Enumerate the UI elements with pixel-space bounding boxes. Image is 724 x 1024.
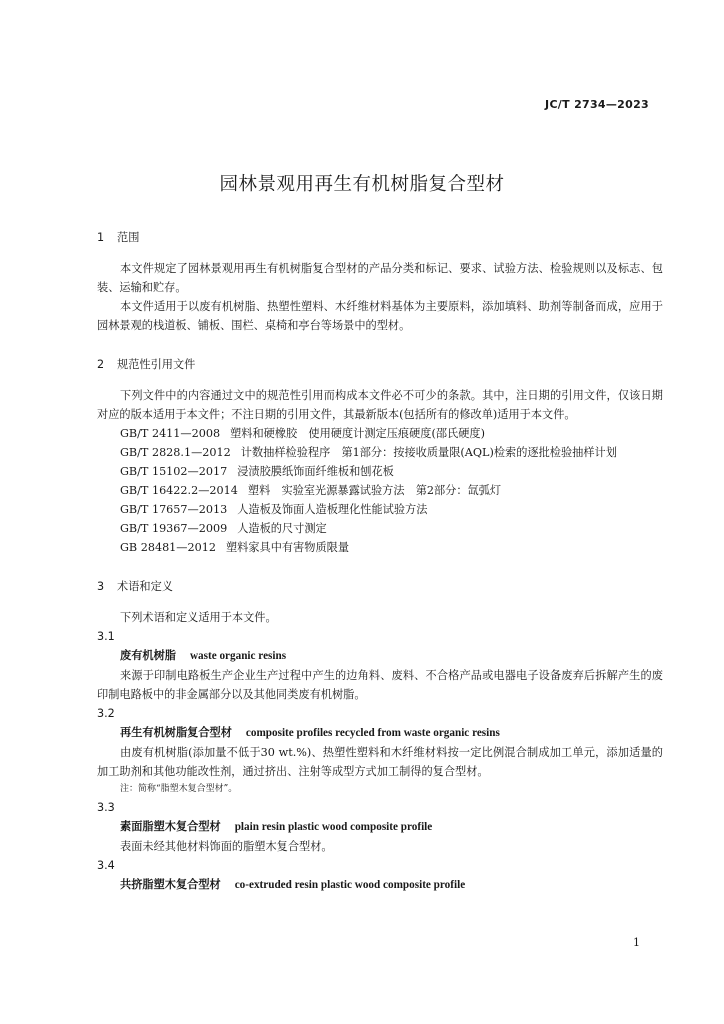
section-heading-scope — [97, 228, 663, 247]
section-number: 2 — [97, 358, 105, 371]
scope-paragraph: 本文件适用于以废有机树脂、热塑性塑料、木纤维材料基体为主要原料，添加填料、助剂等制备而成，应用于园林景观的栈道板、铺板、围栏、桌椅和亭台等场景中的型材。 — [97, 300, 663, 332]
reference-code: GB/T 15102—2017 — [120, 465, 228, 478]
term-name-en: co-extruded resin plastic wood composite profile — [234, 879, 466, 891]
standard-code: JC/T 2734—2023 — [545, 98, 649, 111]
reference-list — [97, 424, 663, 557]
reference-title: 浸渍胶膜纸饰面纤维板和刨花板 — [237, 465, 394, 478]
term-name-cn: 再生有机树脂复合型材 — [120, 726, 232, 739]
normative-refs-intro: 下列文件中的内容通过文中的规范性引用而构成本文件必不可少的条款。其中，注日期的引用文件，仅该日期对应的版本适用于本文件；不注日期的引用文件，其最新版本(包括所有的修改单)适用于本文件。 — [97, 389, 663, 421]
term-definition: 表面未经其他材料饰面的脂塑木复合型材。 — [120, 840, 333, 853]
section-heading-terms — [97, 577, 663, 596]
term-definition: 由废有机树脂(添加量不低于30 wt.%)、热塑性塑料和木纤维材料按一定比例混合制成加工单元，添加适量的加工助剂和其他功能改性剂，通过挤出、注射等成型方式加工制得的复合型材。 — [97, 746, 663, 778]
term-name-en: plain resin plastic wood composite profile — [234, 821, 433, 833]
term-definition: 来源于印制电路板生产企业生产过程中产生的边角料、废料、不合格产品或电器电子设备废弃后拆解产生的废印制电路板中的非金属部分以及其他同类废有机树脂。 — [97, 669, 663, 701]
term-name — [97, 646, 663, 666]
reference-code: GB 28481—2012 — [120, 541, 216, 554]
term-name-en: waste organic resins — [189, 650, 287, 662]
reference-item — [97, 424, 663, 443]
term-name — [97, 817, 663, 837]
reference-item — [97, 481, 663, 500]
reference-title: 计数抽样检验程序 第1部分：按接收质量限(AQL)检索的逐批检验抽样计划 — [240, 446, 617, 459]
reference-code: GB/T 2828.1—2012 — [120, 446, 231, 459]
section-number: 3 — [97, 580, 105, 593]
section-title: 术语和定义 — [117, 580, 173, 593]
terms-intro: 下列术语和定义适用于本文件。 — [120, 611, 277, 624]
reference-code: GB/T 16422.2—2014 — [120, 484, 238, 497]
reference-item — [97, 443, 663, 462]
reference-code: GB/T 19367—2009 — [120, 522, 228, 535]
reference-code: GB/T 2411—2008 — [120, 427, 221, 440]
reference-title: 塑料家具中有害物质限量 — [225, 541, 350, 554]
reference-item — [97, 538, 663, 557]
reference-title: 人造板及饰面人造板理化性能试验方法 — [237, 503, 428, 516]
section-number: 1 — [97, 231, 105, 244]
term-number: 3.4 — [97, 859, 115, 872]
section-title: 规范性引用文件 — [117, 358, 196, 371]
term-note: 注：简称“脂塑木复合型材”。 — [120, 784, 238, 794]
reference-title: 人造板的尺寸测定 — [237, 522, 327, 535]
reference-title: 塑料 实验室光源暴露试验方法 第2部分：氙弧灯 — [247, 484, 502, 497]
section-title: 范围 — [117, 231, 140, 244]
term-name-cn: 共挤脂塑木复合型材 — [120, 878, 221, 891]
term-name-cn: 废有机树脂 — [120, 649, 176, 662]
reference-title: 塑料和硬橡胶 使用硬度计测定压痕硬度(邵氏硬度) — [230, 427, 485, 440]
reference-code: GB/T 17657—2013 — [120, 503, 228, 516]
term-number: 3.3 — [97, 801, 115, 814]
reference-item — [97, 519, 663, 538]
term-name — [97, 723, 663, 743]
page-number: 1 — [633, 936, 640, 949]
reference-item — [97, 462, 663, 481]
document-title: 园林景观用再生有机树脂复合型材 — [219, 174, 505, 195]
section-heading-normative-refs — [97, 355, 663, 374]
term-number: 3.1 — [97, 630, 115, 643]
document-body — [97, 228, 663, 895]
term-name — [97, 875, 663, 895]
term-number: 3.2 — [97, 707, 115, 720]
term-name-cn: 素面脂塑木复合型材 — [120, 820, 221, 833]
scope-paragraph: 本文件规定了园林景观用再生有机树脂复合型材的产品分类和标记、要求、试验方法、检验规则以及标志、包装、运输和贮存。 — [97, 262, 663, 294]
term-name-en: composite profiles recycled from waste organic resins — [245, 727, 500, 739]
reference-item — [97, 500, 663, 519]
